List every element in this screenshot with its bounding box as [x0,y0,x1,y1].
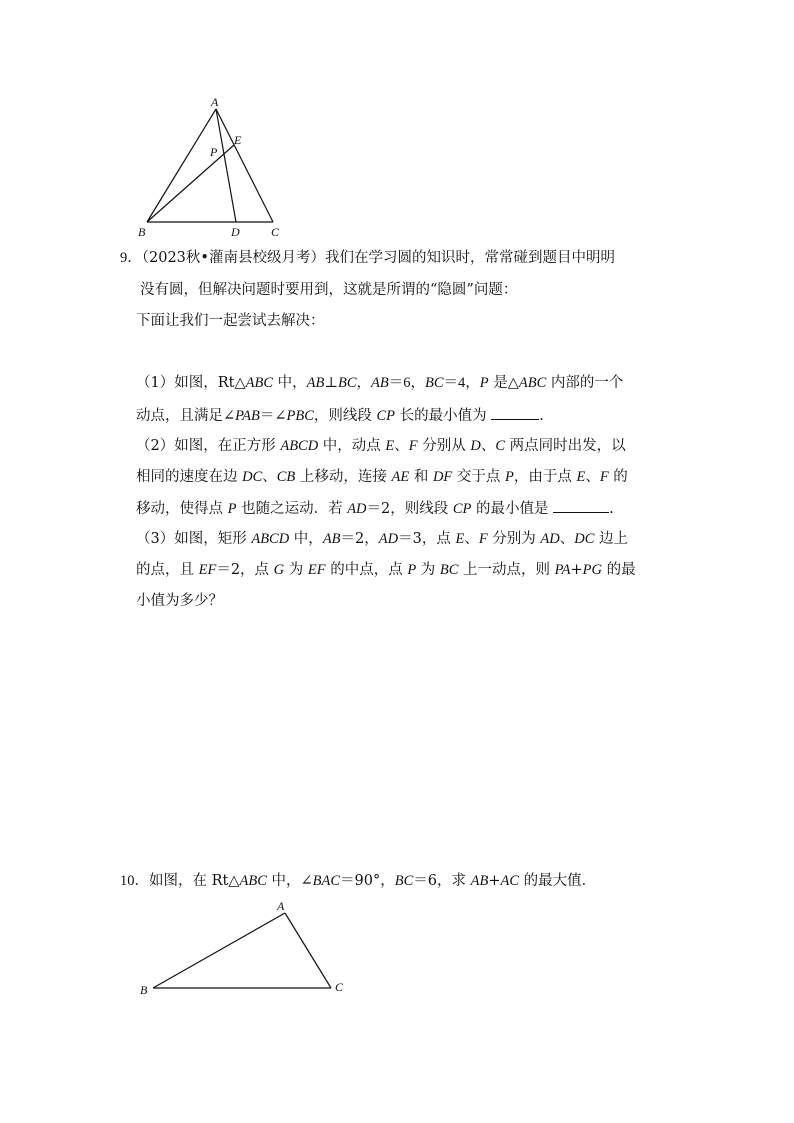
q10-math: AC [500,873,520,889]
q9-part1-math: AB [371,375,389,391]
q9-intro-1: 我们在学习圆的知识时，常常碰到题目中明明 [324,250,615,266]
q9-part3-text: ＝2，点 [216,562,274,578]
q9-part2-text: 的最小值是 [471,501,554,517]
q9-intro-2: 没有圆，但解决问题时要用到，这就是所谓的“隐圆”问题： [140,282,518,298]
q9-part3-text: 的点，且 [136,562,199,578]
q10-text: 的最大值． [519,873,597,889]
q10-number: 10． [120,873,149,889]
q9-part2-answer-blank [553,498,609,513]
q9-part1-answer-blank [491,405,539,420]
q9-part1-math: P [479,375,489,391]
q9-part3-text: 为 [284,562,308,578]
q9-part2-math: ABCD [280,438,319,454]
q9-part2-math: F [599,469,609,485]
q9-part2-math: CB [276,469,296,485]
q9-part3-text: ＝3，点 [398,531,456,547]
q9-part2-text: 和 [409,469,433,485]
q10-math: BAC [312,873,341,889]
q9-part2-text: 中，动点 [318,438,386,454]
q9-part2-line-2 [136,467,628,487]
q9-part3-text: 的最 [602,562,636,578]
q9-part3-text: 边上 [594,531,628,547]
q9-part2-math: D [470,438,481,454]
label-a: A [211,95,219,109]
q9-part2-text: 相同的速度在边 [136,469,243,485]
q9-part3-text: 、 [464,531,479,547]
q9-part1-text: 中， [273,375,307,391]
q9-part2-text: 、 [394,438,409,454]
q9-part3-text: ＝2， [340,531,379,547]
label-d: D [231,225,240,239]
q9-part2-text: 、 [262,469,277,485]
q9-part2-text: 、 [585,469,600,485]
q9-part2-math: CP [452,501,472,517]
q10-line-1 [120,871,596,891]
q9-line-3 [136,311,325,331]
q9-part2-math: C [495,438,506,454]
figure-right-triangle-abc [132,895,352,1000]
q9-part2-text: 如图，在正方形 [174,438,281,454]
q9-part2-text: ＝2，则线段 [366,501,453,517]
q9-part2-math: DC [242,469,263,485]
q9-part2-line-3 [136,498,614,519]
q9-part3-text: 小值为多少？ [136,593,223,609]
q9-part2-math: AD [347,501,367,517]
label-b: B [140,983,148,997]
q9-part3-text: 的中点，点 [325,562,408,578]
q9-line-2 [140,280,517,300]
q9-part2-math: P [505,469,514,485]
q9-part2-text: ，由于点 [513,469,577,485]
q9-part3-math: G [273,562,285,578]
q9-part2-math: P [227,501,237,517]
q9-part3-text: 、 [559,531,575,547]
q9-part2-text: 移动，使得点 [136,501,228,517]
q9-part1-math: AB [306,375,325,391]
q9-part1-math: BC [338,375,357,391]
q9-part3-line-1 [136,529,628,549]
q9-part3-math: BC [439,562,459,578]
q9-part1-math: CP [376,408,396,424]
q10-math: BC [394,873,414,889]
q9-number: 9． [120,250,142,266]
q10-math: AB [470,873,489,889]
q9-part3-text: 为 [416,562,440,578]
q9-part2-text: 两点同时出发，以 [505,438,626,454]
q9-part1-math: PAB [235,408,260,424]
q9-part3-math: AD [378,531,399,547]
q10-text: ＝6，求 [413,873,471,889]
q9-part3-math: PG [582,562,602,578]
q9-part1-line-1 [136,373,623,393]
q9-part2-text: 也随之运动．若 [236,501,348,517]
label-e: E [234,133,242,147]
q9-part1-text: ⊥ [324,375,338,391]
q9-part3-math: E [455,531,465,547]
segment-be [147,145,234,222]
q9-part1-text: . [539,408,544,424]
q9-part2-line-1 [136,436,626,456]
q9-part3-math: AD [540,531,560,547]
q9-part1-text: ，则线段 [313,408,377,424]
label-p: P [210,145,218,159]
q9-part1-text: 内部的一个 [546,375,624,391]
q9-part1-text: 是△ [488,375,519,391]
q9-part1-tag: （1） [136,375,175,391]
q9-part1-text: ＝6， [388,375,425,391]
figure-triangle-abc-cevians [130,92,290,240]
q9-part3-math: P [407,562,417,578]
q9-part1-math: ABC [245,375,274,391]
q9-part2-text: 的 [608,469,628,485]
q9-part1-line-2 [136,405,544,426]
q9-part3-math: F [478,531,488,547]
q9-part2-text: 交于点 [452,469,506,485]
q9-part3-line-3 [136,591,223,611]
q9-part3-math: PA [554,562,571,578]
q9-part3-text: + [570,562,583,578]
q9-part1-text: ＝∠ [259,408,287,424]
q9-part1-math: ABC [518,375,547,391]
q9-part3-math: DC [574,531,595,547]
q9-part1-text: 长的最小值为 [395,408,492,424]
segment-ac [216,109,273,222]
q9-part3-text: 中， [289,531,323,547]
label-b: B [138,225,146,239]
q10-text: 中，∠ [266,873,313,889]
q9-part3-text: 如图，矩形 [174,531,252,547]
q10-text: + [488,873,501,889]
q9-part3-text: 上一动点，则 [458,562,555,578]
q9-part3-math: EF [198,562,217,578]
q9-part1-math: BC [425,375,444,391]
q9-part2-math: E [385,438,395,454]
q9-part2-math: E [576,469,586,485]
q9-part2-math: F [408,438,418,454]
q9-part3-math: EF [307,562,326,578]
q9-part3-line-2 [136,560,636,580]
q9-intro-3: 下面让我们一起尝试去解决： [136,313,325,329]
segment-ad [216,109,236,222]
segment-ab [153,913,285,988]
q9-part3-text: 分别为 [487,531,541,547]
q9-part1-math: PBC [286,408,314,424]
q9-part3-math: AB [322,531,341,547]
q9-part3-math: ABCD [251,531,290,547]
segment-ac [285,913,331,988]
label-c: C [271,225,280,239]
q9-part1-text: ， [356,375,372,391]
q10-text: 如图，在 Rt△ [149,873,240,889]
q9-part1-text: 动点，且满足∠ [136,408,236,424]
label-c: C [335,980,344,994]
q9-part2-text: 分别从 [417,438,471,454]
q9-part2-text: 上移动，连接 [295,469,392,485]
segment-ab [147,109,216,222]
q9-source: （2023秋•灌南县校级月考） [141,250,325,266]
q10-text: ＝90°， [340,873,395,889]
q9-part2-math: AE [391,469,410,485]
q9-part2-tag: （2） [136,438,175,454]
q10-math: ABC [239,873,267,889]
q9-part3-tag: （3） [136,531,175,547]
q9-part2-text: . [609,501,614,517]
q9-part2-math: DF [432,469,453,485]
q9-line-1 [120,248,615,268]
label-a: A [277,899,285,913]
q9-part2-text: 、 [480,438,496,454]
q9-part1-text: 如图，Rt△ [174,375,246,391]
q9-part1-text: ＝4， [443,375,480,391]
